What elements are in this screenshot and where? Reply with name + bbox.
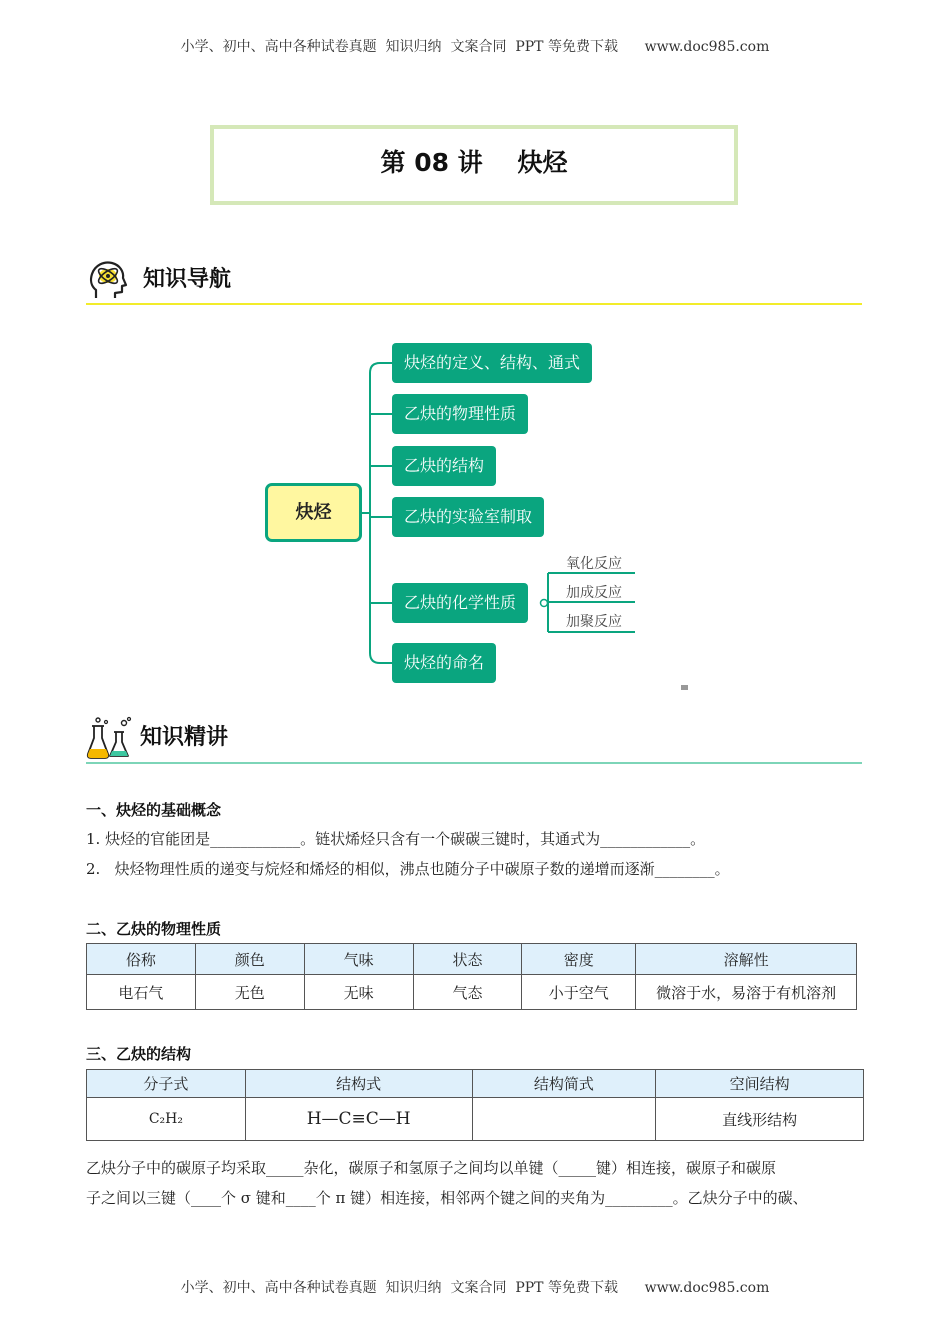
mindmap-branch-structure: 乙炔的结构 — [392, 446, 496, 486]
page-header: 小学、初中、高中各种试卷真题 知识归纳 文案合同 PPT 等免费下载 www.doc985.com — [180, 39, 770, 55]
page-footer: 小学、初中、高中各种试卷真题 知识归纳 文案合同 PPT 等免费下载 www.doc985.com — [180, 1280, 770, 1296]
lab-flask-icon — [86, 716, 132, 760]
section-divider-lecture — [86, 762, 862, 764]
section-title-lecture: 知识精讲 — [140, 725, 229, 750]
table-row — [87, 1098, 864, 1141]
physical-properties-table — [86, 943, 857, 1010]
part2-heading: 二、乙炔的物理性质 — [86, 920, 222, 938]
table-cell-structural: H—C≡C—H — [245, 1098, 472, 1141]
table-header-cell: 结构简式 — [472, 1070, 656, 1098]
part3-heading: 三、乙炔的结构 — [86, 1045, 192, 1063]
table-cell: 气态 — [413, 975, 522, 1010]
mindmap-root: 炔烃 — [265, 483, 362, 542]
mindmap-branch-naming: 炔烃的命名 — [392, 643, 496, 683]
mindmap-branch-definition: 炔烃的定义、结构、通式 — [392, 343, 592, 383]
mindmap-leaf-oxidation: 氧化反应 — [566, 556, 622, 572]
mindmap-leaf-addition: 加成反应 — [566, 585, 622, 601]
mindmap-branch-preparation: 乙炔的实验室制取 — [392, 497, 544, 537]
part3-text2: 子之间以三键（____个 σ 键和____个 π 键）相连接，相邻两个键之间的夹角为_________。乙炔分子中的碳、 — [86, 1189, 808, 1207]
table-header-cell: 空间结构 — [656, 1070, 864, 1098]
part1-line1: 1. 炔烃的官能团是____________。链状烯烃只含有一个碳碳三键时，其通式为____________。 — [86, 830, 706, 848]
table-cell: 无味 — [304, 975, 413, 1010]
table-cell-formula: C₂H₂ — [87, 1098, 246, 1141]
table-cell: 无色 — [195, 975, 304, 1010]
table-header-cell: 气味 — [304, 944, 413, 975]
part3-text1: 乙炔分子中的碳原子均采取_____杂化，碳原子和氢原子之间均以单键（_____键）相连接，碳原子和碳原 — [86, 1159, 777, 1177]
page-title: 第 08 讲 炔烃 — [380, 148, 568, 177]
table-header-cell: 俗称 — [87, 944, 196, 975]
part1-heading: 一、炔烃的基础概念 — [86, 801, 222, 819]
table-cell-spatial: 直线形结构 — [656, 1098, 864, 1141]
table-header-cell: 溶解性 — [636, 944, 857, 975]
table-cell: 小于空气 — [522, 975, 636, 1010]
table-cell: 微溶于水，易溶于有机溶剂 — [636, 975, 857, 1010]
table-row — [87, 975, 857, 1010]
mindmap-branch-chemical: 乙炔的化学性质 — [392, 583, 528, 623]
table-cell-condensed — [472, 1098, 656, 1141]
mindmap-leaf-polymerization: 加聚反应 — [566, 614, 622, 630]
table-header-cell: 结构式 — [245, 1070, 472, 1098]
table-header-cell: 状态 — [413, 944, 522, 975]
table-header-cell: 分子式 — [87, 1070, 246, 1098]
table-header-cell: 颜色 — [195, 944, 304, 975]
section-title-nav: 知识导航 — [143, 267, 232, 292]
structure-table — [86, 1069, 864, 1141]
table-header-cell: 密度 — [522, 944, 636, 975]
table-cell: 电石气 — [87, 975, 196, 1010]
part1-line2: 2. 炔烃物理性质的递变与烷烃和烯烃的相似，沸点也随分子中碳原子数的递增而逐渐________。 — [86, 860, 730, 878]
table-header-row — [87, 1070, 864, 1098]
table-header-row — [87, 944, 857, 975]
mindmap-branch-physical: 乙炔的物理性质 — [392, 394, 528, 434]
